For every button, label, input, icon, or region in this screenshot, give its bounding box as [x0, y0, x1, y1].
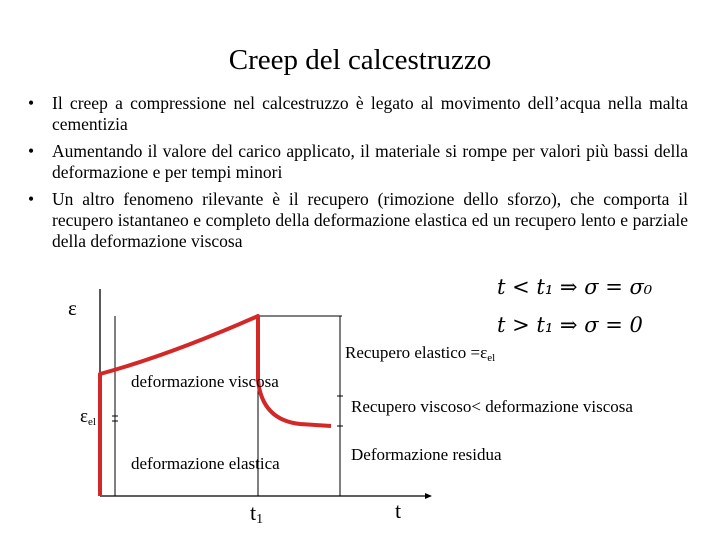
- deformazione-elastica-label: deformazione elastica: [131, 454, 280, 473]
- t-axis-label: t: [395, 498, 402, 523]
- t1-label: [250, 500, 263, 528]
- bullet-dot-icon: •: [28, 189, 35, 209]
- bullet-dot-icon: •: [28, 93, 35, 113]
- equation-loading: t < t₁ ⇒ σ = σ₀: [497, 275, 653, 299]
- eps-el-symbol: ε: [80, 406, 88, 427]
- bullet-text: Un altro fenomeno rilevante è il recupero (rimozione dello sforzo), che comporta il recupero istantaneo e completo della deformazione elastica ed un recupero lento e parziale della deformazione viscosa: [52, 189, 688, 251]
- t1-symbol: t: [250, 500, 257, 525]
- bullet-dot-icon: •: [28, 141, 35, 161]
- slide-title: Creep del calcestruzzo: [228, 44, 492, 76]
- epsilon-axis-label: ε: [68, 296, 77, 320]
- eps-el-sub: el: [87, 416, 96, 428]
- bullet-text: Aumentando il valore del carico applicato, il materiale si rompe per valori più bassi della deformazione e per tempi minori: [52, 141, 688, 182]
- recupero-elastico-label: [345, 343, 495, 364]
- recupero-elastico-text: Recupero elastico =ε: [345, 343, 488, 362]
- deformazione-viscosa-label: deformazione viscosa: [131, 372, 279, 391]
- x-axis-arrow-icon: [425, 493, 432, 499]
- equation-unloading: t > t₁ ⇒ σ = 0: [497, 313, 643, 337]
- bullet-text: Il creep a compressione nel calcestruzzo è legato al movimento dell’acqua nella malta cementizia: [52, 93, 688, 134]
- recupero-viscoso-label: Recupero viscoso< deformazione viscosa: [351, 397, 633, 416]
- recupero-elastico-sub: el: [487, 352, 496, 364]
- deformazione-residua-label: Deformazione residua: [351, 445, 502, 464]
- eps-el-label: [80, 406, 96, 428]
- t1-sub: 1: [256, 512, 264, 527]
